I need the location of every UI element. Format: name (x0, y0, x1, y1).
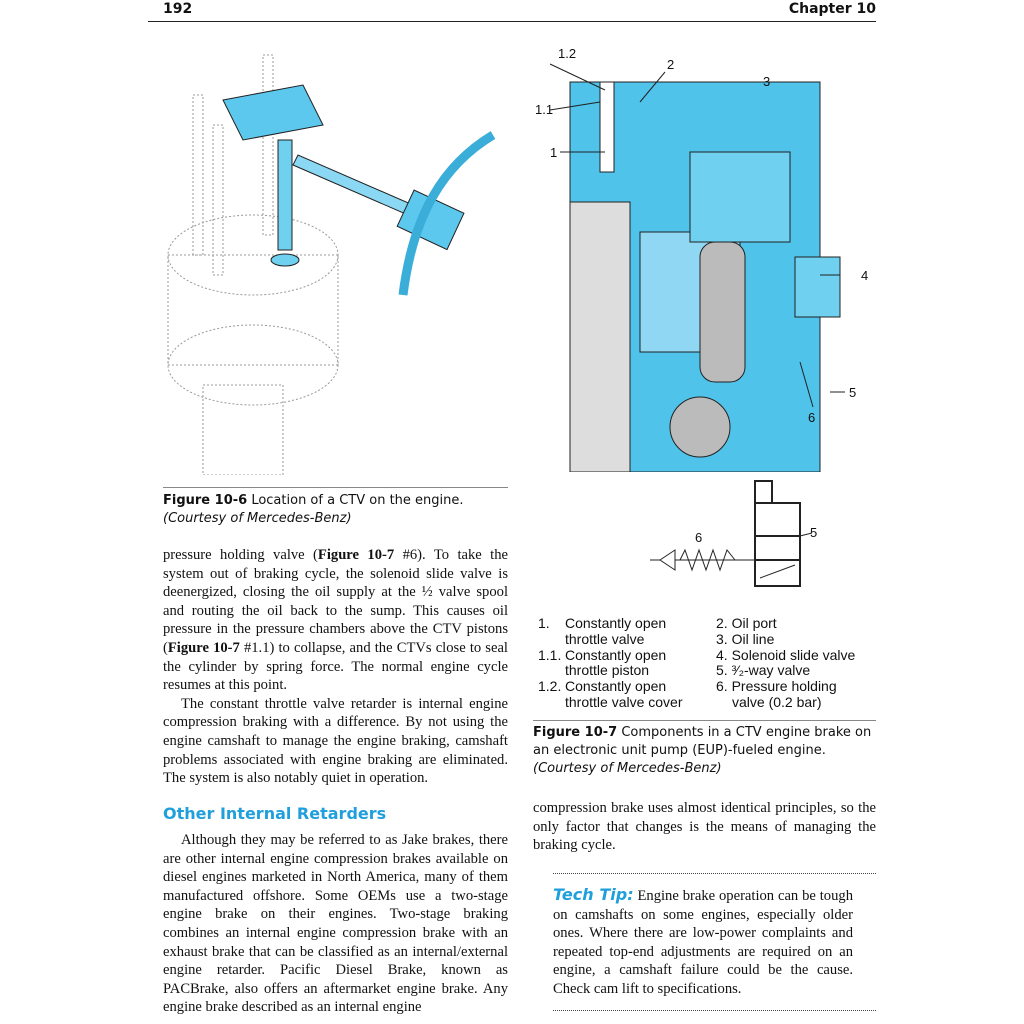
callout: 3 (763, 74, 771, 89)
figure-10-6-illustration (163, 45, 508, 475)
schematic-callout: 5 (810, 525, 818, 540)
callout: 5 (849, 385, 857, 400)
chapter-label: Chapter 10 (788, 1, 876, 17)
paragraph: Although they may be referred to as Jake brakes, there are other internal engine compression brakes available on diesel engines marketed in North America, many of them manufactured offshore. Some OEMs use a two-stage engine brake on their engines. Two-stage braking combines an internal engine compression brake with an exhaust brake that can be classified as an internal/external engine retarder. Pacific Diesel Brake, known as PACBrake, also offers an aftermarket engine brake. Any engine brake described as an internal engine (163, 832, 508, 1016)
callout: 1.2 (558, 46, 577, 61)
figure-10-7-legend-left: 1. Constantly open throttle valve 1.1. Constantly open throttle piston 1.2. Constantly open throttle valve cover (538, 615, 683, 710)
left-body-text-2 (163, 831, 508, 1017)
paragraph: compression brake uses almost identical principles, so the only factor that changes is the means of managing the braking cycle. (533, 800, 876, 854)
figure-10-7-illustration (530, 42, 876, 472)
callout: 6 (808, 410, 816, 425)
left-body-text (163, 546, 508, 788)
schematic-callout: 6 (695, 530, 703, 545)
figure-10-6-rule (163, 487, 508, 488)
figure-10-7-caption: Figure 10-7 Components in a CTV engine brake on an electronic unit pump (EUP)-fueled engine. (Courtesy of Mercedes-Benz) (533, 725, 872, 776)
tech-tip-label: Tech Tip: (553, 885, 634, 904)
tech-tip-top-rule (553, 873, 876, 874)
paragraph: The constant throttle valve retarder is internal engine compression braking with a difference. By not using the engine camshaft to manage the engine braking, camshaft problems associated with engine braking are eliminated. The system is also notably quiet in operation. (163, 695, 508, 787)
figure-10-7-rule (533, 720, 876, 721)
header-rule (148, 21, 876, 22)
tech-tip-bottom-rule (553, 1010, 876, 1011)
figure-10-7-legend-right: 2. Oil port 3. Oil line 4. Solenoid slide valve 5. ³⁄₂-way valve 6. Pressure holding valve (0.2 bar) (716, 615, 856, 710)
section-heading: Other Internal Retarders (163, 804, 387, 823)
callout: 4 (861, 268, 869, 283)
paragraph: pressure holding valve (Figure 10-7 #6). To take the system out of braking cycle, the solenoid slide valve is deenergized, closing the oil supply at the ½ valve spool and routing the oil back to the sump. This causes oil pressure in the pressure chambers above the CTV pistons (Figure 10-7 #1.1) to collapse, and the CTVs close to seal the cylinder by spring force. The normal engine cycle resumes at this point. (163, 547, 508, 694)
callout: 2 (667, 57, 675, 72)
figure-10-6-caption: Figure 10-6 Location of a CTV on the engine. (Courtesy of Mercedes-Benz) (163, 493, 464, 526)
tech-tip: Tech Tip: Engine brake operation can be tough on camshafts on some engines, especially older ones. Where there are low-power complaints and repeated top-end adjustments are required on an engine, a camshaft failure could be the cause. Check cam lift to specifications. (553, 885, 853, 997)
callout: 1 (550, 145, 558, 160)
right-body-text (533, 799, 876, 855)
callout: 1.1 (535, 102, 554, 117)
figure-10-7-schematic (640, 478, 880, 593)
page-number: 192 (163, 1, 193, 17)
